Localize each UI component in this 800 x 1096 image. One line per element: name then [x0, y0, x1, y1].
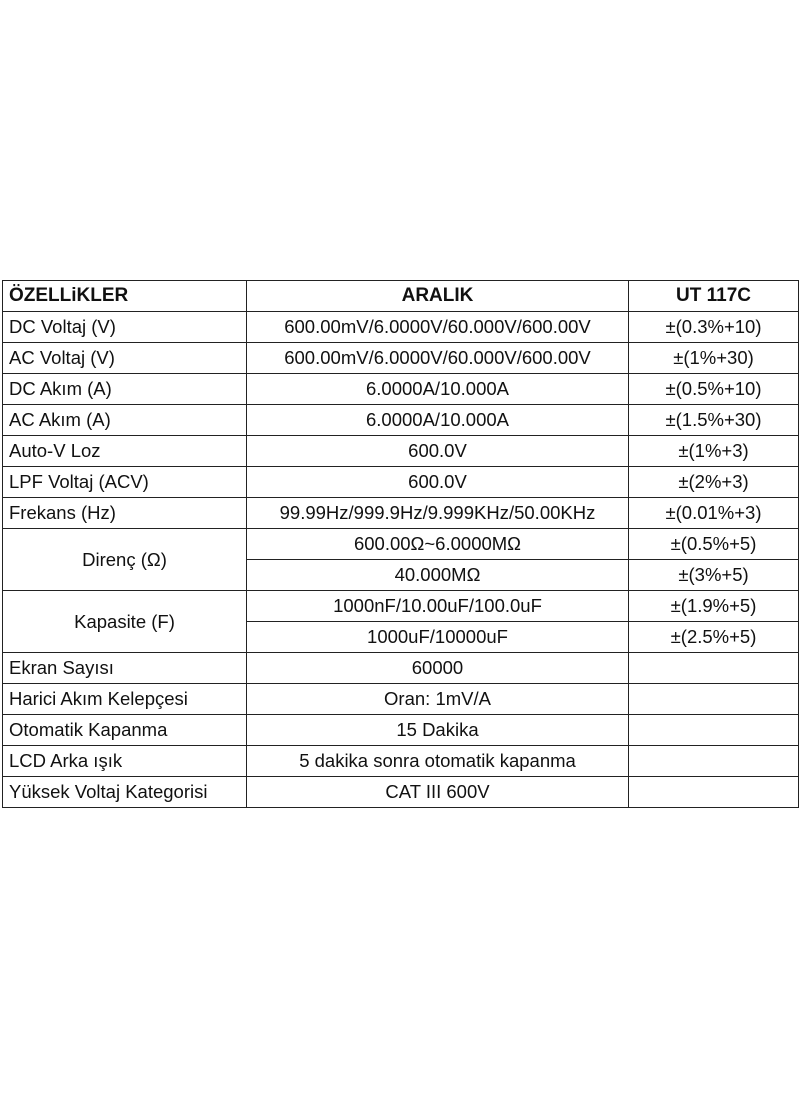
- feature-cell: Auto-V Loz: [3, 436, 247, 467]
- feature-cell: DC Voltaj (V): [3, 312, 247, 343]
- feature-cell: Otomatik Kapanma: [3, 715, 247, 746]
- accuracy-cell: ±(0.5%+10): [629, 374, 799, 405]
- table-row: [3, 715, 799, 746]
- range-cell: 5 dakika sonra otomatik kapanma: [247, 746, 629, 777]
- accuracy-cell: ±(1.5%+30): [629, 405, 799, 436]
- range-cell: 600.0V: [247, 436, 629, 467]
- range-cell: 60000: [247, 653, 629, 684]
- accuracy-cell: ±(1.9%+5): [629, 591, 799, 622]
- feature-cell: Ekran Sayısı: [3, 653, 247, 684]
- feature-cell: LPF Voltaj (ACV): [3, 467, 247, 498]
- table-header-row: [3, 281, 799, 312]
- feature-cell-capacitance: Kapasite (F): [3, 591, 247, 653]
- feature-cell: AC Akım (A): [3, 405, 247, 436]
- accuracy-cell: ±(0.01%+3): [629, 498, 799, 529]
- range-cell: Oran: 1mV/A: [247, 684, 629, 715]
- feature-cell: DC Akım (A): [3, 374, 247, 405]
- accuracy-cell: ±(0.3%+10): [629, 312, 799, 343]
- table-row: [3, 467, 799, 498]
- header-range: ARALIK: [247, 281, 629, 312]
- accuracy-cell: ±(2%+3): [629, 467, 799, 498]
- accuracy-cell: ±(1%+3): [629, 436, 799, 467]
- accuracy-cell: ±(3%+5): [629, 560, 799, 591]
- accuracy-cell: [629, 777, 799, 808]
- accuracy-cell: ±(1%+30): [629, 343, 799, 374]
- table-row: [3, 684, 799, 715]
- feature-cell: Harici Akım Kelepçesi: [3, 684, 247, 715]
- header-model: UT 117C: [629, 281, 799, 312]
- table-row: [3, 653, 799, 684]
- table-row: [3, 746, 799, 777]
- range-cell: 6.0000A/10.000A: [247, 405, 629, 436]
- range-cell: 6.0000A/10.000A: [247, 374, 629, 405]
- table-row: [3, 405, 799, 436]
- table-row: [3, 374, 799, 405]
- table-row: [3, 312, 799, 343]
- feature-cell: AC Voltaj (V): [3, 343, 247, 374]
- accuracy-cell: ±(2.5%+5): [629, 622, 799, 653]
- accuracy-cell: ±(0.5%+5): [629, 529, 799, 560]
- accuracy-cell: [629, 684, 799, 715]
- range-cell: 600.00Ω~6.0000MΩ: [247, 529, 629, 560]
- accuracy-cell: [629, 715, 799, 746]
- feature-cell: LCD Arka ışık: [3, 746, 247, 777]
- table-row: [3, 343, 799, 374]
- accuracy-cell: [629, 653, 799, 684]
- table-row: [3, 498, 799, 529]
- table-row-capacitance: [3, 591, 799, 622]
- feature-cell-resistance: Direnç (Ω): [3, 529, 247, 591]
- range-cell: CAT III 600V: [247, 777, 629, 808]
- accuracy-cell: [629, 746, 799, 777]
- range-cell: 40.000MΩ: [247, 560, 629, 591]
- range-cell: 1000nF/10.00uF/100.0uF: [247, 591, 629, 622]
- range-cell: 99.99Hz/999.9Hz/9.999KHz/50.00KHz: [247, 498, 629, 529]
- feature-cell: Yüksek Voltaj Kategorisi: [3, 777, 247, 808]
- range-cell: 1000uF/10000uF: [247, 622, 629, 653]
- range-cell: 15 Dakika: [247, 715, 629, 746]
- range-cell: 600.00mV/6.0000V/60.000V/600.00V: [247, 343, 629, 374]
- range-cell: 600.00mV/6.0000V/60.000V/600.00V: [247, 312, 629, 343]
- table-row: [3, 436, 799, 467]
- specification-table: [2, 280, 799, 808]
- range-cell: 600.0V: [247, 467, 629, 498]
- feature-cell: Frekans (Hz): [3, 498, 247, 529]
- header-features: ÖZELLiKLER: [3, 281, 247, 312]
- table-row: [3, 777, 799, 808]
- table-row-resistance: [3, 529, 799, 560]
